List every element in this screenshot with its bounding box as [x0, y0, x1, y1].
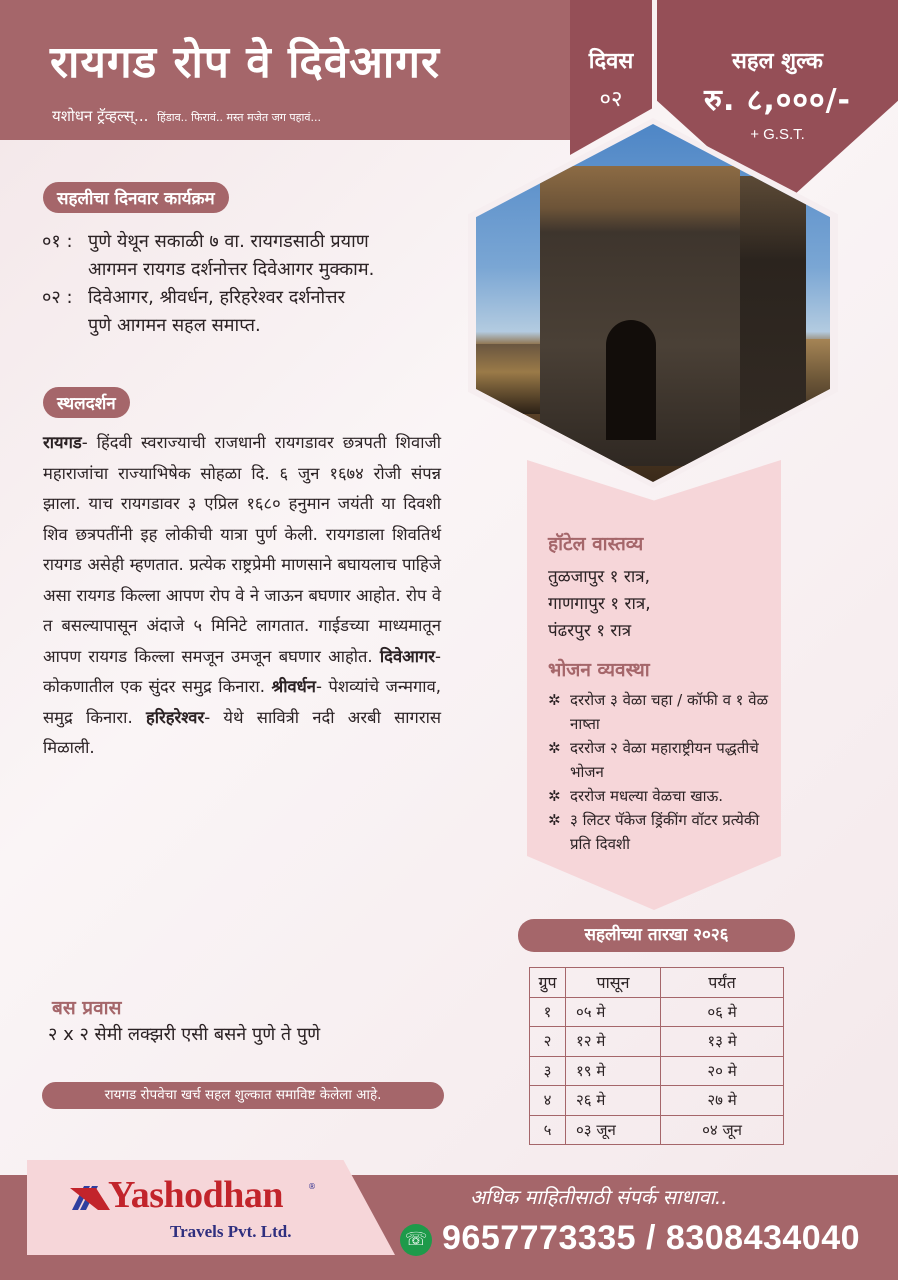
itinerary-line: पुणे आगमन सहल समाप्त.	[88, 315, 261, 336]
tagline-slogan: हिंडाव.. फिरावं.. मस्त मजेत जग पहावं...	[157, 111, 321, 124]
asterisk-bullet-icon: ✲	[548, 787, 561, 805]
to-cell: ०४ जून	[661, 1115, 784, 1145]
from-cell: ०३ जून	[566, 1115, 661, 1145]
yashodhan-logo-icon	[70, 1180, 110, 1214]
food-list	[548, 688, 778, 856]
to-cell: २० मे	[661, 1056, 784, 1086]
place-raigad-text: - हिंदवी स्वराज्याची राजधानी रायगडावर छत्रपती शिवाजी महाराजांचा राज्याभिषेक सोहळा दि. ६ जुन १६७४ रोजी संपन्न झाला. याच रायगडावर ३ एप्रिल १६८० हनुमान जयंती या दिवशी शिव छत्रपतींनी इह लोकीची यात्रा पुर्ण केली. रायगडाला शिवतिर्थ रायगड असेही म्हणतात. प्रत्येक राष्ट्रप्रेमी माणसाने बघायलाच पाहिजे असा रायगड किल्ला आपण रोप वे ने जाऊन बघणार आहोत. रोप वे त बसल्यापासून अंदाजे ५ मिनिटे लागतात. गाईडच्या माध्यमातून आपण रायगड किल्ला समजून उमजून बघणार आहोत.	[43, 433, 441, 666]
from-cell: ०५ मे	[566, 997, 661, 1027]
bus-description: २ x २ सेमी लक्झरी एसी बसने पुणे ते पुणे	[48, 1024, 321, 1045]
page-title: रायगड रोप वे दिवेआगर	[50, 37, 440, 88]
photo-fort-side	[740, 176, 806, 456]
group-cell: ३	[530, 1056, 566, 1086]
photo-wall-left	[476, 344, 546, 414]
food-item-text: दररोज मधल्या वेळचा खाऊ.	[570, 787, 724, 805]
to-cell: २७ मे	[661, 1086, 784, 1116]
food-item	[548, 688, 778, 736]
phone-icon: ☏	[400, 1224, 432, 1256]
ropeway-cost-note: रायगड रोपवेचा खर्च सहल शुल्कात समाविष्ट केलेला आहे.	[42, 1082, 444, 1109]
dates-header-row	[530, 968, 784, 998]
table-row	[530, 997, 784, 1027]
asterisk-bullet-icon: ✲	[548, 811, 561, 829]
price-value: रु. ८,०००/-	[704, 83, 851, 118]
food-item-text: ३ लिटर पॅकेज ड्रिंकींग वॉटर प्रत्येकी प्रति दिवशी	[570, 811, 760, 853]
food-item-text: दररोज ३ वेळा चहा / कॉफी व १ वेळ नाष्ता	[570, 691, 768, 733]
itinerary-day	[42, 284, 462, 340]
food-item	[548, 784, 778, 808]
column-header-group: ग्रुप	[530, 968, 566, 998]
to-cell: १३ मे	[661, 1027, 784, 1057]
tagline-brand: यशोधन ट्रॅव्हल्स्...	[52, 107, 149, 125]
itinerary-line: आगमन रायगड दर्शनोत्तर दिवेआगर मुक्काम.	[88, 259, 375, 280]
tagline	[52, 106, 321, 126]
company-logo-text: Yashodhan	[108, 1174, 284, 1216]
table-row	[530, 1056, 784, 1086]
food-item	[548, 808, 778, 856]
place-shrivardhan: श्रीवर्धन	[271, 677, 316, 696]
dates-table	[529, 967, 784, 1145]
hotel-item: तुळजापुर १ रात्र,	[548, 567, 651, 587]
hotel-heading: हॉटेल वास्तव्य	[548, 533, 644, 555]
group-cell: २	[530, 1027, 566, 1057]
food-item-text: दररोज २ वेळा महाराष्ट्रीयन पद्धतीचे भोजन	[570, 739, 759, 781]
group-cell: ४	[530, 1086, 566, 1116]
days-label: दिवस	[588, 49, 634, 74]
place-harihareshwar-text: - येथे सावित्री नदी अरबी सागरास मिळाली.	[43, 707, 441, 757]
sightseeing-description	[43, 428, 441, 764]
from-cell: १२ मे	[566, 1027, 661, 1057]
itinerary-line: पुणे येथून सकाळी ७ वा. रायगडसाठी प्रयाण	[88, 231, 369, 252]
photo-fort-archway	[606, 320, 656, 440]
place-diveagar-text: - कोकणातील एक सुंदर समुद्र किनारा.	[43, 646, 441, 696]
table-row	[530, 1027, 784, 1057]
bus-heading: बस प्रवास	[52, 997, 122, 1019]
from-cell: २६ मे	[566, 1086, 661, 1116]
company-subtitle: Travels Pvt. Ltd.	[170, 1222, 292, 1241]
food-heading: भोजन व्यवस्था	[548, 659, 650, 681]
table-row	[530, 1086, 784, 1116]
sightseeing-heading: स्थलदर्शन	[43, 387, 130, 418]
phone-numbers[interactable]: 9657773335 / 8308434040	[442, 1219, 861, 1257]
itinerary-list	[42, 228, 462, 340]
price-label: सहल शुल्क	[732, 49, 823, 74]
column-header-to: पर्यंत	[661, 968, 784, 998]
place-harihareshwar: हरिहरेश्वर	[145, 707, 205, 727]
itinerary-day-number: ०२ :	[42, 287, 73, 308]
asterisk-bullet-icon: ✲	[548, 739, 561, 757]
itinerary-heading: सहलीचा दिनवार कार्यक्रम	[43, 182, 229, 213]
group-cell: १	[530, 997, 566, 1027]
asterisk-bullet-icon: ✲	[548, 691, 561, 709]
place-raigad: रायगड	[43, 433, 82, 452]
table-row	[530, 1115, 784, 1145]
column-header-from: पासून	[566, 968, 661, 998]
itinerary-line: दिवेआगर, श्रीवर्धन, हरिहरेश्वर दर्शनोत्तर	[88, 287, 345, 308]
price-tax-note: + G.S.T.	[750, 126, 805, 143]
header-band-extension	[520, 0, 570, 140]
days-value: ०२	[599, 87, 623, 112]
place-shrivardhan-text: - पेशव्यांचे जन्मगाव, समुद्र किनारा.	[43, 677, 441, 727]
contact-label: अधिक माहितीसाठी संपर्क साधावा..	[470, 1185, 728, 1209]
group-cell: ५	[530, 1115, 566, 1145]
hotel-item: पंढरपुर १ रात्र	[548, 621, 632, 641]
dates-heading: सहलीच्या तारखा २०२६	[518, 919, 795, 952]
itinerary-day	[42, 228, 462, 284]
place-diveagar: दिवेआगर	[379, 646, 436, 666]
itinerary-day-number: ०१ :	[42, 231, 73, 252]
hotel-list	[548, 564, 651, 645]
registered-mark: ®	[308, 1182, 316, 1191]
to-cell: ०६ मे	[661, 997, 784, 1027]
food-item	[548, 736, 778, 784]
hotel-item: गाणगापुर १ रात्र,	[548, 594, 651, 614]
from-cell: १९ मे	[566, 1056, 661, 1086]
